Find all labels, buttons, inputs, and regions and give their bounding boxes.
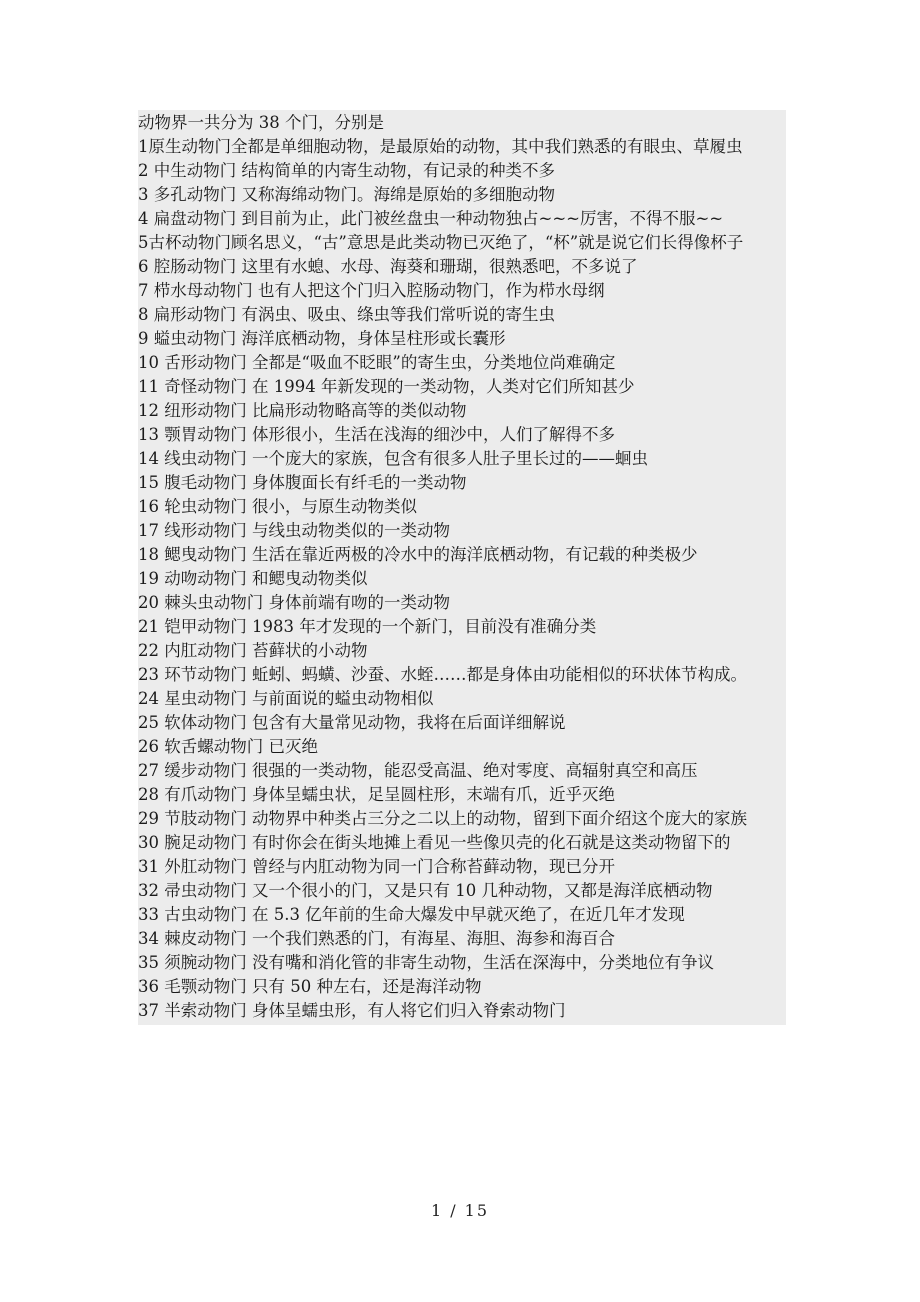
- phylum-entry: 13 颚胃动物门 体形很小，生活在浅海的细沙中，人们了解得不多: [138, 425, 615, 444]
- phylum-entry: 1原生动物门全都是单细胞动物，是最原始的动物，其中我们熟悉的有眼虫、草履虫: [138, 137, 743, 156]
- phylum-entry: 26 软舌螺动物门 已灭绝: [138, 737, 318, 756]
- phylum-entry: 31 外肛动物门 曾经与内肛动物为同一门合称苔藓动物，现已分开: [138, 857, 615, 876]
- phylum-entry: 34 棘皮动物门 一个我们熟悉的门，有海星、海胆、海参和海百合: [138, 929, 615, 948]
- phylum-entry: 23 环节动物门 蚯蚓、蚂蟥、沙蚕、水蛭……都是身体由功能相似的环状体节构成。: [138, 665, 747, 684]
- phylum-entry: 7 栉水母动物门 也有人把这个门归入腔肠动物门，作为栉水母纲: [138, 281, 605, 300]
- phylum-entry: 32 帚虫动物门 又一个很小的门，又是只有 10 几种动物，又都是海洋底栖动物: [138, 881, 713, 900]
- phylum-entry: 4 扁盘动物门 到目前为止，此门被丝盘虫一种动物独占~~~厉害，不得不服~~: [138, 209, 724, 228]
- phylum-entry: 27 缓步动物门 很强的一类动物，能忍受高温、绝对零度、高辐射真空和高压: [138, 761, 698, 780]
- phylum-entry: 12 纽形动物门 比扁形动物略高等的类似动物: [138, 401, 467, 420]
- phylum-entry: 10 舌形动物门 全都是“吸血不眨眼”的寄生虫，分类地位尚难确定: [138, 353, 616, 372]
- phylum-entry: 9 螠虫动物门 海洋底栖动物，身体呈柱形或长囊形: [138, 329, 506, 348]
- phylum-entry: 29 节肢动物门 动物界中种类占三分之二以上的动物，留到下面介绍这个庞大的家族: [138, 809, 747, 828]
- phylum-entry: 33 古虫动物门 在 5.3 亿年前的生命大爆发中早就灭绝了，在近几年才发现: [138, 905, 685, 924]
- phylum-entry: 24 星虫动物门 与前面说的螠虫动物相似: [138, 689, 434, 708]
- phylum-entry: 30 腕足动物门 有时你会在街头地摊上看见一些像贝壳的化石就是这类动物留下的: [138, 833, 731, 852]
- phylum-entry: 36 毛颚动物门 只有 50 种左右，还是海洋动物: [138, 977, 482, 996]
- phylum-entry: 28 有爪动物门 身体呈蠕虫状，足呈圆柱形，末端有爪，近乎灭绝: [138, 785, 615, 804]
- phylum-entry: 8 扁形动物门 有涡虫、吸虫、绦虫等我们常听说的寄生虫: [138, 305, 555, 324]
- phylum-entry: 5古杯动物门顾名思义，“古”意思是此类动物已灭绝了，“杯”就是说它们长得像杯子: [138, 233, 744, 252]
- phylum-entry: 6 腔肠动物门 这里有水螅、水母、海葵和珊瑚，很熟悉吧，不多说了: [138, 257, 638, 276]
- phylum-entry: 19 动吻动物门 和鳃曳动物类似: [138, 569, 368, 588]
- phylum-entry: 20 棘头虫动物门 身体前端有吻的一类动物: [138, 593, 450, 612]
- phylum-entry: 3 多孔动物门 又称海绵动物门。海绵是原始的多细胞动物: [138, 185, 555, 204]
- phylum-entry: 35 须腕动物门 没有嘴和消化管的非寄生动物，生活在深海中，分类地位有争议: [138, 953, 714, 972]
- document-body: [138, 110, 786, 1025]
- phylum-entry: 37 半索动物门 身体呈蠕虫形，有人将它们归入脊索动物门: [138, 1001, 566, 1020]
- phylum-entry: 17 线形动物门 与线虫动物类似的一类动物: [138, 521, 450, 540]
- phylum-entry: 21 铠甲动物门 1983 年才发现的一个新门，目前没有准确分类: [138, 617, 597, 636]
- phylum-entry: 16 轮虫动物门 很小，与原生动物类似: [138, 497, 417, 516]
- phylum-entry: 15 腹毛动物门 身体腹面长有纤毛的一类动物: [138, 473, 467, 492]
- phylum-entry: 2 中生动物门 结构简单的内寄生动物，有记录的种类不多: [138, 161, 555, 180]
- phylum-entry: 22 内肛动物门 苔藓状的小动物: [138, 641, 368, 660]
- phylum-entry: 18 鳃曳动物门 生活在靠近两极的冷水中的海洋底栖动物，有记载的种类极少: [138, 545, 698, 564]
- phylum-entry: 14 线虫动物门 一个庞大的家族，包含有很多人肚子里长过的——蛔虫: [138, 449, 648, 468]
- phylum-entry: 11 奇怪动物门 在 1994 年新发现的一类动物，人类对它们所知甚少: [138, 377, 635, 396]
- document-heading: 动物界一共分为 38 个门，分别是: [138, 113, 384, 132]
- page-number: 1 / 15: [430, 1201, 490, 1220]
- phylum-entry: 25 软体动物门 包含有大量常见动物，我将在后面详细解说: [138, 713, 566, 732]
